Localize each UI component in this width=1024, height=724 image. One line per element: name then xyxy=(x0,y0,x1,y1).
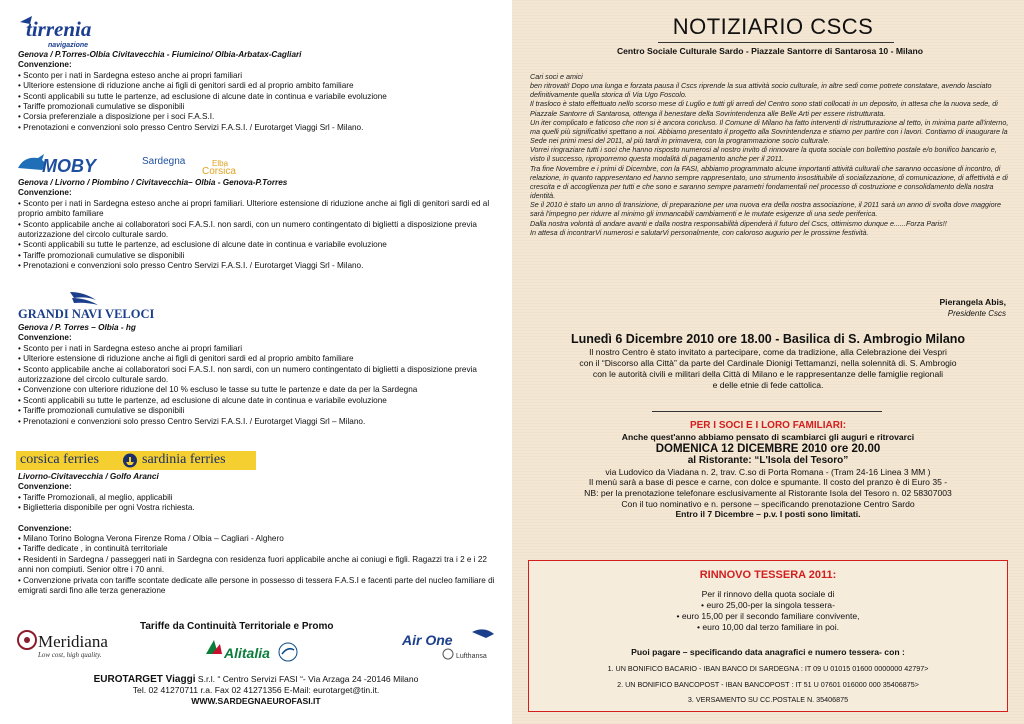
svg-text:Elba: Elba xyxy=(212,159,229,168)
fee-line: Per il rinnovo della quota sociale di xyxy=(701,589,835,599)
corsica-section xyxy=(18,472,498,596)
title-divider xyxy=(658,42,894,43)
event-line: e delle etnie di fede cattolica. xyxy=(712,380,824,390)
svg-text:navigazione: navigazione xyxy=(48,42,89,49)
event-line: via Ludovico da Viadana n. 2, trav. C.so di Porta Romana - (Tram 24-16 Linea 3 MM ) xyxy=(605,466,931,477)
airone-logo xyxy=(401,629,494,660)
rinnovo-fees xyxy=(529,589,1007,633)
list-item: • Ulteriore estensione di riduzione anche ai figli di genitori sardi ed al proprio ambito familiare xyxy=(18,354,354,364)
list-item: • Milano Torino Bologna Verona Firenze Roma / Olbia – Cagliari - Alghero xyxy=(18,534,284,544)
letter-paragraph: In attesa di incontrarVi numerosi e salutarVi personalmente, con caloroso augurio per le prossime festività. xyxy=(530,227,869,237)
svg-text:Lufthansa: Lufthansa xyxy=(456,653,487,660)
alitalia-logo xyxy=(206,640,297,661)
list-item: • Corsia preferenziale a disposizione per i soci F.A.S.I. xyxy=(18,112,215,122)
rinnovo-heading: RINNOVO TESSERA 2011: xyxy=(699,569,837,581)
tirrenia-route: Genova / P.Torres-Olbia Civitavecchia - Fiumicino/ Olbia-Arbatax-Cagliari xyxy=(18,50,302,59)
list-item: • Sconto applicabile anche ai collaboratori soci F.A.S.I. non sardi, con un numero contingentato di biglietti a disposizione previa autorizzazione del circolo culturale sardo. xyxy=(18,219,477,240)
event-heading: Lunedì 6 Dicembre 2010 ore 18.00 - Basilica di S. Ambrogio Milano xyxy=(570,332,966,346)
list-item: • Biglietteria disponibile per ogni Vostra richiesta. xyxy=(18,503,195,513)
svg-text:MOBY: MOBY xyxy=(42,156,96,176)
bank-line: 3. VERSAMENTO SU CC.POSTALE N. 35406875 xyxy=(687,695,849,704)
ship-icon xyxy=(122,453,138,468)
eurotarget-footer xyxy=(0,674,512,707)
event-line: con il “Discorso alla Città” da parte del Cardinale Dionigi Tettamanzi, nella solennità di. S. Ambrogio xyxy=(579,358,957,368)
list-item: • Tariffe promozionali cumulative se disponibili xyxy=(18,250,185,260)
list-item: • Sconto applicabile anche ai collaboratori soci F.A.S.I. non sardi, con un numero contingentato di biglietti a disposizione previa autorizzazione del circolo culturale sardo. xyxy=(18,364,477,385)
letter-paragraph: Tra fine Novembre e i primi di Dicembre, con la FASI, abbiamo programmato alcune importanti attività culturali che saranno occasione di incontro, di relazione, in quanto rappresentano ed hanno sempre rappresentato, uno strumento insostituibile di socializzazione, di comunicazione, di affettività e di crescita e di accoglienza per tutti e che sono e saranno sempre parametri fondamentali nel processo di costruzione e consolidamento della nostra identità. xyxy=(530,163,1008,201)
president-letter xyxy=(530,72,1010,237)
newsletter-subtitle: Centro Sociale Culturale Sardo - Piazzale Santorre di Santarosa 10 - Milano xyxy=(616,46,924,56)
convenzione-label: Convenzione: xyxy=(18,482,72,492)
list-item: • Sconto per i nati in Sardegna esteso anche ai propri familiari. Ulteriore estensione di riduzione anche ai figli di genitori sardi ed al proprio ambito familiare xyxy=(18,198,490,219)
signature-role: Presidente Cscs xyxy=(947,309,1006,318)
list-item: • Convenzione con ulteriore riduzione del 10 % escluso le tasse su tutte le partenze e date da per la Sardegna xyxy=(18,385,418,395)
svg-text:Corsica: Corsica xyxy=(202,166,236,177)
signature xyxy=(812,297,1006,319)
event-line: Con il tuo nominativo e n. persone – specificando prenotazione Centro Sardo xyxy=(621,498,915,509)
list-item: • Tariffe Promozionali, al meglio, applicabili xyxy=(18,492,173,502)
list-item: • Prenotazioni e convenzioni solo presso Centro Servizi F.A.S.I. / Eurotarget Viaggi Srl - Milano. xyxy=(18,261,364,271)
corsica-ferries-logo: corsica ferries sardinia ferries xyxy=(16,451,256,470)
payment-methods xyxy=(529,661,1007,708)
rinnovo-box xyxy=(528,560,1008,712)
list-item: • Prenotazioni e convenzioni solo presso Centro Servizi F.A.S.I. / Eurotarget Viaggi Srl - Milano. xyxy=(18,122,364,132)
convenzione-label: Convenzione: xyxy=(18,188,72,198)
tirrenia-section xyxy=(18,50,498,133)
newsletter-title: NOTIZIARIO CSCS xyxy=(672,14,874,39)
event-red-heading: PER I SOCI E I LORO FAMILIARI: xyxy=(689,420,847,431)
letter-paragraph: Cari soci e amici xyxy=(530,72,583,81)
event-deadline: Entro il 7 Dicembre – p.v. I posti sono limitati. xyxy=(675,509,861,520)
gnv-section xyxy=(18,323,498,427)
letter-paragraph: ben ritrovati! Dopo una lunga e forzata pausa il Cscs riprende la sua attività socio culturale, in altre sedi come potrete constatare, avendo lasciato definitivamente quella storica di Via Ugo Foscolo. xyxy=(530,81,992,100)
moby-section xyxy=(18,178,498,272)
signature-name: Pierangela Abis, xyxy=(939,297,1006,307)
eurotarget-website[interactable]: WWW.SARDEGNAEUROFASI.IT xyxy=(191,696,321,706)
list-item: • Residenti in Sardegna / passeggeri nati in Sardegna con residenza fuori applicabile anche ai coniugi e figli. Ragazzi tra i 2 e i 22 anni non compiuti. Senior oltre i 70 anni. xyxy=(18,554,487,575)
list-item: • Convenzione privata con tariffe scontate dedicate alle persone in possesso di tessera F.A.S.I e facenti parte del nucleo familiare di emigrati sardi fino alle terza generazione xyxy=(18,575,495,596)
corsica-route: Livorno-Civitavecchia / Golfo Aranci xyxy=(18,472,159,481)
list-item: • Sconti applicabili su tutte le partenze, ad esclusione di alcune date in continua e variabile evoluzione xyxy=(18,91,387,101)
svg-text:Alitalia: Alitalia xyxy=(224,645,270,661)
payment-heading: Puoi pagare – specificando data anagrafici e numero tessera- con : xyxy=(631,647,905,657)
eurotarget-name: EUROTARGET Viaggi xyxy=(93,674,196,685)
bank-line: 1. UN BONIFICO BACARIO - IBAN BANCO DI SARDEGNA : IT 09 U 01015 01600 0000000 42797> xyxy=(607,664,929,673)
event-dinner xyxy=(528,421,1008,520)
letter-paragraph: Un iter complicato e faticoso che non si è ancora concluso. Il Comune di Milano ha fatto interventi di ristrutturazione al tetto, in minima parte all'interno, ma quelli più significativi spettano a noi. Abbiamo presentato il progetto alla Sovrintendenza e stiamo per partire con i lavori. Contiamo di inaugurare la Sede nei primi mesi del 2011, al più tardi in primavera, con la programmazione socio culturale. xyxy=(530,117,1009,146)
tariffe-title: Tariffe da Continuità Territoriale e Promo xyxy=(140,621,334,632)
list-item: • Ulteriore estensione di riduzione anche ai figli di genitori sardi ed al proprio ambito familiare xyxy=(18,81,354,91)
letter-paragraph: Il trasloco è stato effettuato nello scorso mese di Luglio e tutti gli arredi del Centro sono stati collocati in un deposito, in attesa che la nuova sede, di Piazzale Santorre di Santarosa, ottenga il benestare della Sovrintendenza alle Belle Arti per essere ristrutturata. xyxy=(530,99,998,118)
svg-text:Air One: Air One xyxy=(402,632,453,648)
eurotarget-address: S.r.l. “ Centro Servizi FASI “- Via Arzaga 24 -20146 Milano xyxy=(195,674,419,684)
moby-logo xyxy=(16,152,256,178)
letter-paragraph: Vorrei ringraziare tutti i soci che hanno risposto numerosi al nostro invito di rinnovare la quota sociale con bollettino postale e/o bonifico bancario e, visto il successo, riproporremo questa modalità di pagamento anche per il 2011. xyxy=(530,145,997,164)
bank-line: 2. UN BONIFICO BANCOPOST - IBAN BANCOPOST : IT 51 U 07601 016000 000 35406875> xyxy=(617,679,919,689)
event-line: NB: per la prenotazione telefonare esclusivamente al Ristorante Isola del Tesoro n. 02 58307003 xyxy=(584,487,952,498)
event-intro: Anche quest'anno abbiamo pensato di scambiarci gli auguri e ritrovarci xyxy=(621,431,915,442)
list-item: • Tariffe promozionali cumulative se disponibili xyxy=(18,406,185,416)
event-line: Il nostro Centro è stato invitato a partecipare, come da tradizione, alla Celebrazione dei Vespri xyxy=(589,347,947,357)
event-line: con le autorità civili e militari della Città di Milano e le rappresentanze delle famiglie regionali xyxy=(592,369,944,379)
svg-text:Meridiana: Meridiana xyxy=(38,632,108,651)
event-line: Il menù sarà a base di pesce e carne, con dolce e spumante. Il costo del pranzo è di Euro 35 - xyxy=(588,477,948,488)
event-date: DOMENICA 12 DICEMBRE 2010 ore 20.00 xyxy=(655,443,881,456)
svg-text:GRANDI NAVI VELOCI: GRANDI NAVI VELOCI xyxy=(18,307,155,320)
fee-line: • euro 10,00 dal terzo familiare in poi. xyxy=(696,622,840,632)
list-item: • Sconti applicabili su tutte le partenze, ad esclusione di alcune date in continua e variabile evoluzione xyxy=(18,240,387,250)
list-item: • Sconti applicabili su tutte le partenze, ad esclusione di alcune date in continua e variabile evoluzione xyxy=(18,395,387,405)
gnv-route: Genova / P. Torres – Olbia - hg xyxy=(18,323,136,332)
list-item: • Tariffe promozionali cumulative se disponibili xyxy=(18,102,185,112)
list-item: • Sconto per i nati in Sardegna esteso anche ai propri familiari xyxy=(18,343,243,353)
event-place: al Ristorante: “L'Isola del Tesoro” xyxy=(687,455,849,467)
convenzione-label: Convenzione: xyxy=(18,523,72,533)
svg-text:Low cost, high quality.: Low cost, high quality. xyxy=(38,651,102,659)
meridiana-logo xyxy=(18,631,108,659)
letter-paragraph: Se il 2010 è stato un anno di transizione, di preparazione per una nuova era della nostra associazione, il 2011 sarà un anno di svolta dove maggiore sarà l'impegno per ridurre al minimo gli immancabili cambiamenti e le mutate esigenze di una sede periferica. xyxy=(530,200,1001,219)
list-item: • Prenotazioni e convenzioni solo presso Centro Servizi F.A.S.I. / Eurotarget Viaggi Srl – Milano. xyxy=(18,416,366,426)
moby-route: Genova / Livorno / Piombino / Civitavecchia– Olbia - Genova-P.Torres xyxy=(18,178,288,187)
list-item: • Sconto per i nati in Sardegna esteso anche ai propri familiari xyxy=(18,70,243,80)
eurotarget-contacts: Tel. 02 41270711 r.a. Fax 02 41271356 E-Mail: eurotarget@tin.it. xyxy=(132,685,380,695)
convenzione-label: Convenzione: xyxy=(18,333,72,343)
event-sant-ambrogio xyxy=(528,332,1008,391)
svg-text:tirrenia: tirrenia xyxy=(26,17,92,41)
airline-logos xyxy=(0,624,512,668)
fee-line: • euro 25,00-per la singola tessera- xyxy=(701,600,835,610)
list-item: • Tariffe dedicate , in continuità territoriale xyxy=(18,544,168,554)
fee-line: • euro 15,00 per il secondo familiare convivente, xyxy=(676,611,860,621)
svg-text:Sardegna: Sardegna xyxy=(142,156,186,167)
letter-paragraph: Dalla nostra volontà di andare avanti e dalla nostra responsabilità dipenderà il futuro del Cscs, ottimismo dunque e......Forza Paris!! xyxy=(530,218,947,228)
gnv-logo xyxy=(16,290,176,320)
tirrenia-logo xyxy=(18,14,108,50)
convenzione-label: Convenzione: xyxy=(18,60,72,70)
section-divider xyxy=(652,411,882,412)
